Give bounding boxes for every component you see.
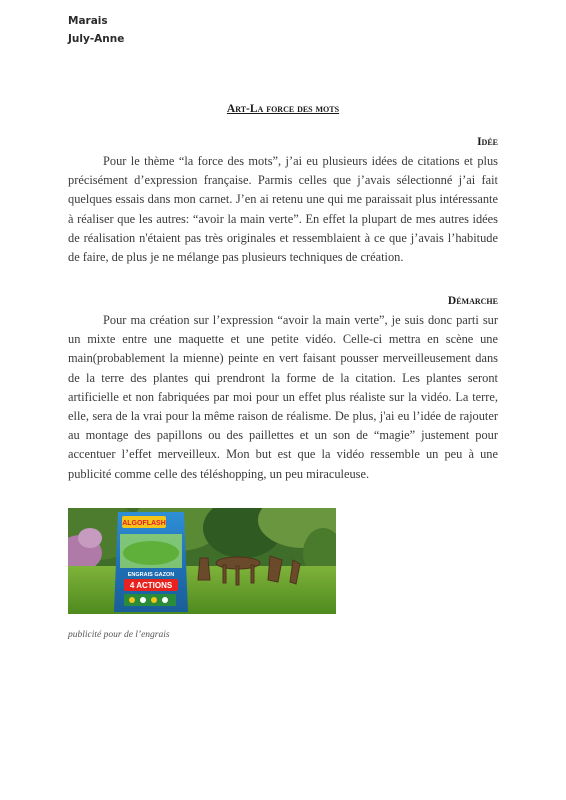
ad-brand-text: ALGOFLASH: [122, 520, 166, 527]
fertilizer-ad-image: [68, 508, 336, 614]
ad-product-line1: ENGRAIS GAZON: [127, 572, 175, 578]
section-heading-demarche: Démarche: [447, 295, 498, 307]
document-title: Art-La force des mots: [226, 103, 340, 115]
section-heading-idee: Idée: [477, 136, 498, 148]
section-paragraph-demarche: Pour ma création sur l’expression “avoir la main verte”, je suis donc parti sur un mixte entre une maquette et une petite vidéo. Celle-ci mettra en scène une main(probablement la mienne) peinte en vert faisant pousser merveilleusement dans de la terre des plantes qui prendront la forme de la citation. Les plantes seront artificielle et non fabriquées par moi pour un effet plus réaliste sur la vidéo. La terre, elle, sera de la vrai pour la même raison de réalisme. De plus, j'ai eu l’idée de rajouter au montage des papillons ou des paillettes et un son de “magie” justement pour accentuer l’effet merveilleux. Mon but est que la vidéo ressemble un peu à une publicité comme celle des téléshopping, un peu miraculeuse.: [68, 313, 498, 481]
ad-product-line2: 4 ACTIONS: [129, 581, 173, 590]
author-last-name: Marais: [68, 15, 108, 27]
figure-caption: publicité pour de l’engrais: [68, 630, 170, 640]
section-paragraph-idee: Pour le thème “la force des mots”, j’ai eu plusieurs idées de citations et plus précisément d’expression française. Parmis celles que j’avais sélectionné j’ai fait quelques essais dans mon carnet. J’en ai retenu une qui me paraissait plus intéressante à réaliser que les autres: “avoir la main verte”. En effet la plupart de mes autres idées de réalisation n'étaient pas très originales et ressemblaient à ce que j’avais l’habitude de faire, de plus je ne mélange pas plusieurs techniques de création.: [68, 154, 498, 265]
author-first-name: July-Anne: [68, 33, 125, 45]
